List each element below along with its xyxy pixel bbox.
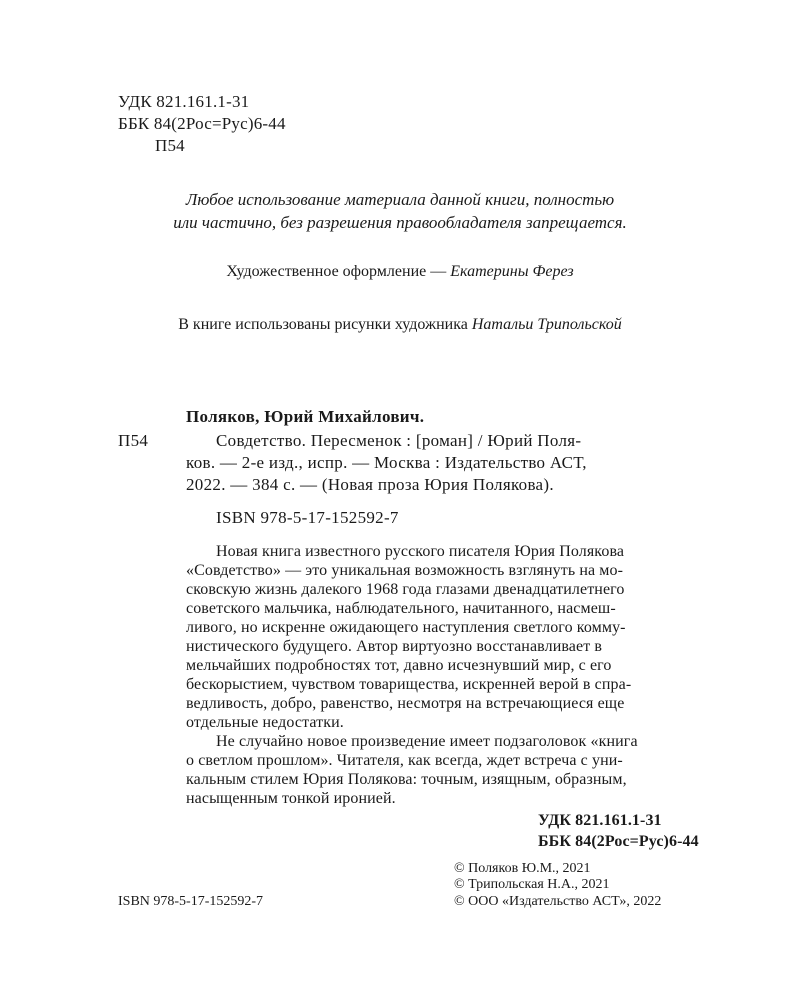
copyright-notice-line-1: Любое использование материала данной книги, полностью: [185, 190, 615, 209]
illustration-credit: [0, 315, 800, 335]
annotation-p2-line-4: насыщенным тонкой иронией.: [186, 790, 396, 807]
copyright-line-3: © ООО «Издательство АСТ», 2022: [454, 894, 662, 909]
annotation-p2-line-3: кальным стилем Юрия Полякова: точным, изящным, образным,: [186, 771, 627, 788]
illustration-credit-name: Натальи Трипольской: [471, 316, 622, 333]
annotation-p1-line-6: нистического будущего. Автор виртуозно восстанавливает в: [186, 638, 603, 655]
copyright-notice-line-2: или частично, без разрешения правообладателя запрещается.: [173, 213, 627, 232]
catalog-description-line-2: ков. — 2-е изд., испр. — Москва : Издательство АСТ,: [186, 453, 587, 472]
annotation-p1-line-9: ведливость, добро, равенство, несмотря на встречающиеся еще: [186, 695, 625, 712]
footer-isbn: ISBN 978-5-17-152592-7: [118, 894, 264, 909]
catalog-isbn: ISBN 978-5-17-152592-7: [216, 508, 399, 527]
design-credit-label: Художественное оформление —: [226, 263, 451, 280]
annotation-p1-line-5: ливого, но искренне ожидающего наступления светлого комму-: [186, 619, 626, 636]
catalog-description-line-1: Совдетство. Пересменок : [роман] / Юрий Поля-: [216, 431, 582, 450]
udk-code: УДК 821.161.1-31: [118, 92, 250, 111]
author-mark: П54: [155, 136, 185, 155]
footer-udk-code: УДК 821.161.1-31: [538, 812, 662, 829]
annotation-p1-line-1: Новая книга известного русского писателя Юрия Полякова: [216, 543, 625, 560]
catalog-mark: П54: [118, 431, 149, 450]
illustration-credit-label: В книге использованы рисунки художника: [178, 316, 472, 333]
copyright-line-1: © Поляков Ю.М., 2021: [454, 861, 591, 876]
annotation-p1-line-3: сковскую жизнь далекого 1968 года глазами двенадцатилетнего: [186, 581, 625, 598]
design-credit: [0, 262, 800, 282]
catalog-author-heading: Поляков, Юрий Михайлович.: [186, 407, 425, 426]
annotation-p1-line-4: советского мальчика, наблюдательного, начитанного, насмеш-: [186, 600, 616, 617]
annotation-p1-line-10: отдельные недостатки.: [186, 714, 344, 731]
copyright-line-2: © Трипольская Н.А., 2021: [454, 877, 610, 892]
catalog-description-line-3: 2022. — 384 с. — (Новая проза Юрия Полякова).: [186, 475, 554, 494]
design-credit-name: Екатерины Ферез: [450, 263, 574, 280]
footer-bbk-code: ББК 84(2Рос=Рус)6-44: [538, 833, 699, 850]
bbk-code: ББК 84(2Рос=Рус)6-44: [118, 114, 286, 133]
annotation-p1-line-7: мельчайших подробностях тот, давно исчезнувший мир, с его: [186, 657, 612, 674]
annotation-p1-line-8: бескорыстием, чувством товарищества, искренней верой в спра-: [186, 676, 632, 693]
annotation-p2-line-2: о светлом прошлом». Читателя, как всегда, ждет встреча с уни-: [186, 752, 623, 769]
annotation-p2-line-1: Не случайно новое произведение имеет подзаголовок «книга: [216, 733, 638, 750]
annotation-p1-line-2: «Совдетство» — это уникальная возможность взглянуть на мо-: [186, 562, 624, 579]
